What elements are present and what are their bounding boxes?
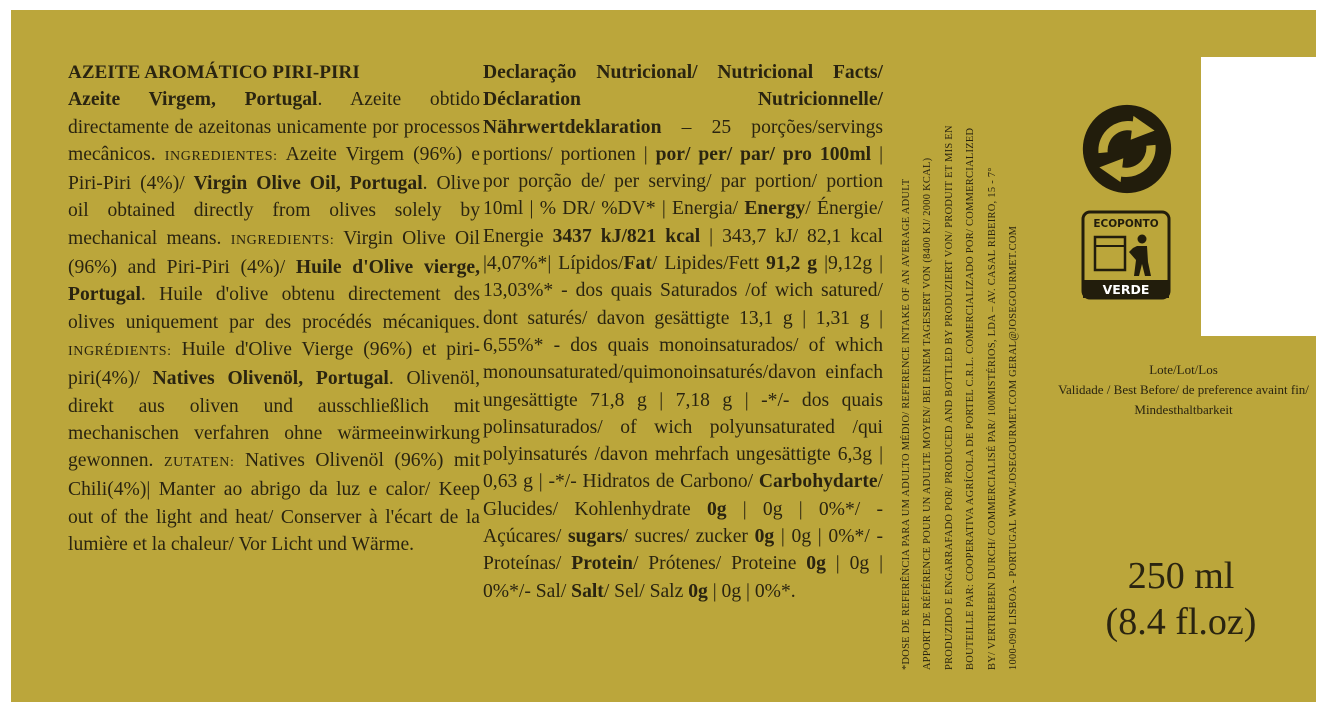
- fat-label: Fat: [623, 253, 652, 275]
- de-sep: .: [388, 368, 407, 390]
- white-label-area: [1201, 57, 1316, 336]
- fr-ingredients-label: INGRÉDIENTS:: [68, 343, 172, 359]
- legal-line-4: BOUTEILLE PAR: COOPERATIVA AGRÍCOLA DE PORTEL C.R.L. COMERCIALIZADO POR/ COMMERCIALIZED: [965, 127, 977, 670]
- legal-line-2: APPORT DE RÉFÉRENCE POUR UN ADULTE MOYEN/ BEI EINEM TAGESERT VON (8400 KJ/ 2000 KCAL): [922, 157, 934, 670]
- fr-sep: .: [140, 284, 160, 306]
- salt-value: 0g: [688, 580, 708, 602]
- salt-serving: | 0g | 0%*.: [707, 580, 796, 602]
- recycle-icon: [1081, 103, 1173, 195]
- protein-serving: | 0g | 0%*/- Sal/: [483, 553, 884, 602]
- protein-value: 0g: [806, 553, 826, 575]
- energy-other: / Énergie/ Energie: [483, 198, 883, 247]
- de-ingredients-text: Natives Olivenöl (96%) mit Chili(4%)|: [68, 450, 481, 501]
- nutrition-heading: Declaração Nutricional/ Nutricional Facts/ Déclaration Nutricionnelle/ Nährwertdeklaration: [483, 62, 883, 138]
- volume-floz: (8.4 fl.oz): [1105, 601, 1257, 643]
- nutrition-facts-column: [483, 59, 883, 605]
- product-title: AZEITE AROMÁTICO PIRI-PIRI: [68, 62, 360, 83]
- ecoponto-bottom-label: VERDE: [1102, 282, 1150, 297]
- en-sep: .: [422, 173, 437, 195]
- fr-ingredients-text: Huile d'Olive Vierge (96%) et piri-piri(4%)/: [68, 338, 480, 390]
- product-description-column: [68, 59, 480, 558]
- sugars-label: sugars: [568, 526, 623, 548]
- sugars-serving: | 0g | 0%*/ - Proteínas/: [483, 526, 883, 575]
- per-100ml-label: por/ per/ par/ pro 100ml: [655, 143, 872, 165]
- en-ingredients-label: INGREDIENTS:: [230, 232, 335, 248]
- carb-value: 0g: [706, 498, 727, 520]
- legal-line-6: 1000-090 LISBOA - PORTUGAL WWW.JOSEGOURMET.COM GERAL@JOSEGOURMET.COM: [1007, 225, 1019, 670]
- storage-instructions: Manter ao abrigo da luz e calor/ Keep out of the light and heat/ Conserver à l'écart de la lumière et la chaleur/ Vor Licht und Wärme.: [68, 479, 480, 556]
- nutrition-portions: – 25 porções/servings portions/ portionen |: [483, 116, 883, 165]
- de-oil-name: Natives Olivenöl, Portugal: [152, 368, 389, 390]
- de-ingredients-label: ZUTATEN:: [163, 455, 235, 471]
- de-description: Olivenöl, direkt aus oliven und ausschließlich mit mechanischen verfahren ohne wärmeeinwirkung gewonnen.: [68, 368, 480, 472]
- lot-label: Lote/Lot/Los: [1149, 362, 1218, 377]
- ecoponto-bin-icon: [1081, 210, 1171, 300]
- energy-label: Energy: [744, 198, 806, 220]
- pt-ingredients-label: INGREDIENTES:: [164, 148, 278, 164]
- volume-block: [1061, 553, 1301, 645]
- pt-description: Azeite obtido directamente de azeitonas unicamente por processos mecânicos.: [68, 89, 480, 165]
- legal-text-block: [896, 58, 1028, 670]
- lot-expiry-info: [1051, 360, 1316, 420]
- en-ingredients-text: Virgin Olive Oil (96%) and Piri-Piri (4%)/: [68, 227, 480, 279]
- energy-serving: | 343,7 kJ/ 82,1 kcal |4,07%*| Lípidos/: [483, 225, 883, 275]
- en-oil-name: Virgin Olive Oil, Portugal: [193, 173, 423, 195]
- pt-oil-name: Azeite Virgem, Portugal: [68, 89, 318, 111]
- protein-other: / Prótenes/ Proteine: [632, 553, 807, 575]
- salt-other: / Sel/ Salz: [603, 580, 689, 602]
- salt-label: Salt: [571, 580, 604, 602]
- volume-ml: 250 ml: [1127, 555, 1235, 597]
- sugars-other: / sucres/ zucker: [622, 526, 755, 548]
- protein-label: Protein: [571, 553, 633, 575]
- carb-other: / Glucides/ Kohlenhydrate: [483, 471, 883, 520]
- carb-label: Carbohydarte: [758, 471, 878, 493]
- ecoponto-top-label: ECOPONTO: [1093, 218, 1159, 230]
- en-description: Olive oil obtained directly from olives solely by mechanical means.: [68, 173, 481, 249]
- per-serving-text: | por porção de/ per serving/ par portion/ portion 10ml | % DR/ %DV* | Energia/: [483, 143, 883, 220]
- energy-value: 3437 kJ/821 kcal: [552, 225, 701, 247]
- best-before-label: Validade / Best Before/ de preference avaint fin/ Mindesthaltbarkeit: [1058, 382, 1309, 417]
- legal-line-5: BY/ VERTRIEBEN DURCH/ COMMERCIALISÉ PAR/ 100MISTÉRIOS, LDA – AV. CASAL RIBEIRO, 15 - 7°: [986, 167, 998, 670]
- carb-serving: | 0g | 0%*/ - Açúcares/: [483, 498, 883, 548]
- legal-text-rotated: [896, 58, 1028, 670]
- sugars-value: 0g: [754, 526, 775, 548]
- pt-sep: .: [317, 89, 351, 111]
- fat-serving: |9,12g | 13,03%* - dos quais Saturados /of wich satured/ dont saturés/ davon gesättigte 13,1 g | 1,31 g | 6,55%* - dos quais monoinsaturados/ of which monounsaturated/quimonoinsaturés/davon einfach ungesättigte 71,8 g | 7,18 g | -*/- dos quais polinsaturados/ of wich polyunsaturated /qui polyinsaturés /davon mehrfach ungesättigte 6,3g | 0,63 g | -*/- Hidratos de Carbono/: [483, 253, 884, 493]
- fat-value: 91,2 g: [766, 253, 818, 275]
- fr-description: Huile d'olive obtenu directement des olives uniquement par des procédés mécaniques.: [68, 284, 480, 333]
- pt-ingredients-text: Azeite Virgem (96%) e Piri-Piri (4%)/: [68, 143, 480, 195]
- legal-line-3: PRODUZIDO E ENGARRAFADO POR/ PRODUCED AND BOTTLED BY PRODUZIERT VON/ PRODUIT ET MIS EN: [943, 125, 955, 670]
- legal-line-1: *DOSE DE REFERÊNCIA PARA UM ADULTO MÉDIO/ REFERENCE INTAKE OF AN AVERAGE ADULT: [901, 178, 912, 670]
- fat-other: / Lipides/Fett: [651, 253, 767, 275]
- product-label: [11, 10, 1316, 702]
- fr-oil-name: Huile d'Olive vierge, Portugal: [68, 257, 480, 306]
